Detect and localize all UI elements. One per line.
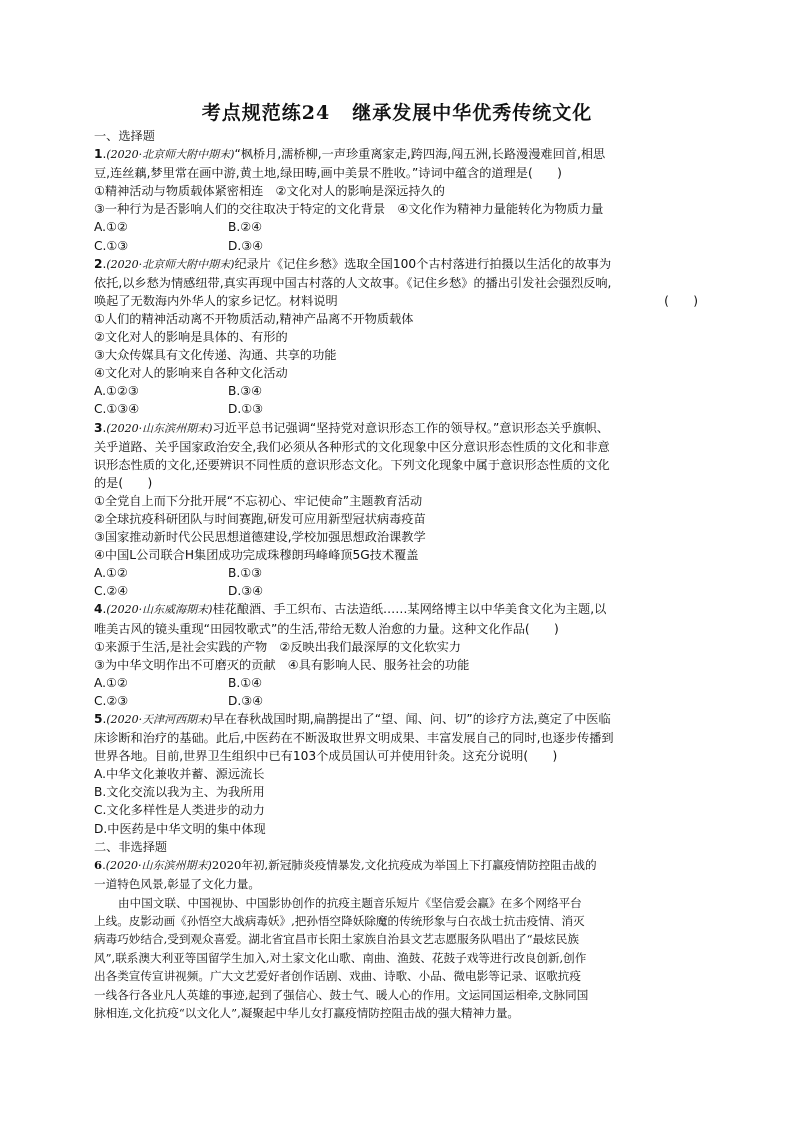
q4-option-c[interactable]: C.②③ (94, 693, 129, 708)
q4-statement-1: ①来源于生活,是社会实践的产物 ②反映出我们最深厚的文化软实力 (94, 639, 461, 654)
q6-stem-1: 2020年初,新冠肺炎疫情暴发,文化抗疫成为举国上下打赢疫情防控阻击战的 (211, 857, 597, 872)
q2-source: (2020·北京师大附中期末) (106, 257, 235, 271)
q2-answer-paren: ( ) (664, 293, 698, 308)
q2-stem-3: 唤起了无数海内外华人的家乡记忆。材料说明 (94, 293, 338, 308)
q2-stem-2: 依托,以乡愁为情感纽带,真实再现中国古村落的人文故事。《记住乡愁》的播出引发社会强烈反响, (94, 275, 612, 290)
section-choice: 一、选择题 (94, 129, 155, 143)
q4-stem-2: 唯美古风的镜头重现“田园牧歌式”的生活,带给无数人治愈的力量。这种文化作品( ) (94, 621, 559, 636)
q4-option-a[interactable]: A.①② (94, 675, 128, 690)
q3-stem-1: 习近平总书记强调“坚持党对意识形态工作的领导权。”意识形态关乎旗帜、 (212, 420, 609, 435)
q2-option-c[interactable]: C.①③④ (94, 402, 140, 417)
q1-option-a[interactable]: A.①② (94, 220, 128, 235)
q2-number: 2 (94, 256, 103, 271)
q6-material-line-6: 一线各行各业凡人英雄的事迹,起到了强信心、鼓士气、暖人心的作用。文运同国运相牵,文脉同国 (94, 987, 589, 1002)
q2-option-d[interactable]: D.①③ (228, 402, 264, 417)
q6-number: 6 (94, 857, 103, 872)
q5-option-b[interactable]: B.文化交流以我为主、为我所用 (94, 785, 265, 800)
q3-statement-3: ③国家推动新时代公民思想道德建设,学校加强思想政治课教学 (94, 530, 426, 545)
q1-option-d[interactable]: D.③④ (228, 238, 264, 253)
page-title (0, 98, 794, 125)
q1-option-c[interactable]: C.①③ (94, 238, 129, 253)
q5-option-d[interactable]: D.中医药是中华文明的集中体现 (94, 821, 266, 836)
q5-source: (2020·天津河西期末) (106, 713, 213, 726)
q3-option-a[interactable]: A.①② (94, 566, 128, 581)
q6-stem-2: 一道特色风景,彰显了文化力量。 (94, 877, 260, 892)
q3-option-d[interactable]: D.③④ (228, 584, 264, 599)
q3-statement-2: ②全球抗疫科研团队与时间赛跑,研发可应用新型冠状病毒疫苗 (94, 511, 426, 526)
question-2: 2.(2020·北京师大附中期末)纪录片《记住乡愁》选取全国100个古村落进行拍摄以生活化的故事为 依托,以乡愁为情感纽带,真实再现中国古村落的人文故事。《记住乡愁》的播出引发社会强烈反响, 唤起了无数海内外华人的家乡记忆。材料说明 ( ) ①人们的精神活动离不开物质活动,精神产品离不开物质载体 ②文化对人的影响是具体的、有形的 ③大众传媒具有文化传递、沟通、共享的功能 ④文化对人的影响来自各种文化活动 A.①②③ B.③④ C.①③④ D.①③ (94, 255, 698, 419)
q4-number: 4 (94, 602, 103, 617)
q6-material-line-5: 出各类宣传宣讲视频。广大文艺爱好者创作话剧、戏曲、诗歌、小品、微电影等记录、讴歌抗疫 (94, 969, 581, 984)
q2-statement-2: ②文化对人的影响是具体的、有形的 (94, 330, 288, 345)
q6-material-line-4: 风”,联系澳大利亚等国留学生加入,对土家文化山歌、南曲、渔鼓、花鼓子戏等进行改良创新,创作 (94, 950, 587, 965)
q1-stem-1: “枫桥月,濡桥柳,一声珍重离家走,跨四海,闯五洲,长路漫漫难回首,相思 (234, 147, 606, 162)
q1-statement-2: ③一种行为是否影响人们的交往取决于特定的文化背景 ④文化作为精神力量能转化为物质力量 (94, 202, 604, 217)
question-4: 4.(2020·山东威海期末)桂花酿酒、手工织布、古法造纸……某网络博主以中华美食文化为主题,以 唯美古风的镜头重现“田园牧歌式”的生活,带给无数人治愈的力量。这种文化作品( ) ①来源于生活,是社会实践的产物 ②反映出我们最深厚的文化软实力 ③为中华文明作出不可磨灭的贡献 ④具有影响人民、服务社会的功能 A.①② B.①④ C.②③ D.③④ (94, 600, 698, 710)
q3-number: 3 (94, 420, 103, 435)
question-6: 6.(2020·山东滨州期末)2020年初,新冠肺炎疫情暴发,文化抗疫成为举国上下打赢疫情防控阻击战的 一道特色风景,彰显了文化力量。 由中国文联、中国视协、中国影协创作的抗疫主题音乐短片《坚信爱会赢》在多个网络平台 上线。皮影动画《孙悟空大战病毒妖》,把孙悟空降妖除魔的传统形象与白衣战士抗击疫情、消灭 病毒巧妙结合,受到观众喜爱。湖北省宜昌市长阳土家族自治县文艺志愿服务队唱出了“最炫民族 风”,联系澳大利亚等国留学生加入,对土家文化山歌、南曲、渔鼓、花鼓子戏等进行改良创新,创作 出各类宣传宣讲视频。广大文艺爱好者创作话剧、戏曲、诗歌、小品、微电影等记录、讴歌抗疫 一线各行各业凡人英雄的事迹,起到了强信心、鼓士气、暖人心的作用。文运同国运相牵,文脉同国 脉相连,文化抗疫“以文化人”,凝聚起中华儿女打赢疫情防控阻击战的强大精神力量。 (94, 856, 698, 1023)
section-nonchoice: 二、非选择题 (94, 839, 168, 854)
q3-stem-2: 关乎道路、关乎国家政治安全,我们必须从各种形式的文化现象中区分意识形态性质的文化和非意 (94, 439, 610, 454)
q3-statement-4: ④中国L公司联合H集团成功完成珠穆朗玛峰峰顶5G技术覆盖 (94, 548, 419, 563)
q4-source: (2020·山东威海期末) (106, 603, 213, 617)
q6-material-line-7: 脉相连,文化抗疫“以文化人”,凝聚起中华儿女打赢疫情防控阻击战的强大精神力量。 (94, 1006, 520, 1020)
q3-option-c[interactable]: C.②④ (94, 584, 129, 599)
q5-number: 5 (94, 712, 103, 726)
q5-stem-2: 床诊断和治疗的基础。此后,中医药在不断汲取世界文明成果、丰富发展自己的同时,也逐步传播到 (94, 731, 614, 746)
q1-statement-1: ①精神活动与物质载体紧密相连 ②文化对人的影响是深远持久的 (94, 184, 445, 199)
q6-material-line-1: 由中国文联、中国视协、中国影协创作的抗疫主题音乐短片《坚信爱会赢》在多个网络平台 (118, 895, 582, 910)
question-1: 1.(2020·北京师大附中期末)“枫桥月,濡桥柳,一声珍重离家走,跨四海,闯五洲,长路漫漫难回首,相思 豆,连丝藕,梦里常在画中游,黄土地,绿田畴,画中美景不胜收。”诗词中蕴含的道理是( ) ①精神活动与物质载体紧密相连 ②文化对人的影响是深远持久的 ③一种行为是否影响人们的交往取决于特定的文化背景 ④文化作为精神力量能转化为物质力量 A.①② B.②④ C.①③ D.③④ (94, 145, 698, 255)
q5-option-a[interactable]: A.中华文化兼收并蓄、源远流长 (94, 767, 265, 782)
q5-option-c[interactable]: C.文化多样性是人类进步的动力 (94, 803, 265, 818)
q1-stem-2: 豆,连丝藕,梦里常在画中游,黄土地,绿田畴,画中美景不胜收。”诗词中蕴含的道理是( ) (94, 166, 562, 181)
q2-statement-1: ①人们的精神活动离不开物质活动,精神产品离不开物质载体 (94, 311, 414, 326)
q6-material-line-2: 上线。皮影动画《孙悟空大战病毒妖》,把孙悟空降妖除魔的传统形象与白衣战士抗击疫情、消灭 (94, 913, 585, 928)
q3-source: (2020·山东滨州期末) (106, 421, 213, 435)
q6-material-line-3: 病毒巧妙结合,受到观众喜爱。湖北省宜昌市长阳土家族自治县文艺志愿服务队唱出了“最炫民族 (94, 932, 579, 947)
q1-source: (2020·北京师大附中期末) (106, 148, 235, 162)
q1-option-b[interactable]: B.②④ (228, 220, 263, 235)
q4-stem-1: 桂花酿酒、手工织布、古法造纸……某网络博主以中华美食文化为主题,以 (212, 602, 607, 617)
q4-statement-2: ③为中华文明作出不可磨灭的贡献 ④具有影响人民、服务社会的功能 (94, 657, 470, 672)
q4-option-b[interactable]: B.①④ (228, 675, 263, 690)
q3-stem-4: 的是( ) (94, 475, 153, 490)
q4-option-d[interactable]: D.③④ (228, 693, 264, 708)
q3-statement-1: ①全党自上而下分批开展“不忘初心、牢记使命”主题教育活动 (94, 493, 423, 508)
q5-stem-1: 早在春秋战国时期,扁鹊提出了“望、闻、问、切”的诊疗方法,奠定了中医临 (212, 712, 611, 726)
title-sub: 继承发展中华优秀传统文化 (352, 102, 593, 124)
title-main: 考点规范练24 (201, 102, 331, 124)
q3-stem-3: 识形态性质的文化,还要辨识不同性质的意识形态文化。下列文化现象中属于意识形态性质的文化 (94, 457, 610, 472)
q3-option-b[interactable]: B.①③ (228, 566, 263, 581)
q6-source: (2020·山东滨州期末) (105, 858, 212, 872)
q2-stem-1: 纪录片《记住乡愁》选取全国100个古村落进行拍摄以生活化的故事为 (234, 256, 612, 271)
q2-statement-4: ④文化对人的影响来自各种文化活动 (94, 366, 288, 381)
question-5: 5.(2020·天津河西期末)早在春秋战国时期,扁鹊提出了“望、闻、问、切”的诊疗方法,奠定了中医临 床诊断和治疗的基础。此后,中医药在不断汲取世界文明成果、丰富发展自己的同时,也逐步传播到 世界各地。目前,世界卫生组织中已有103个成员国认可并使用针灸。这充分说明( ) A.中华文化兼收并蓄、源远流长 B.文化交流以我为主、为我所用 C.文化多样性是人类进步的动力 D.中医药是中华文明的集中体现 (94, 710, 698, 838)
q2-option-b[interactable]: B.③④ (228, 384, 263, 399)
q2-option-a[interactable]: A.①②③ (94, 384, 139, 399)
q2-statement-3: ③大众传媒具有文化传递、沟通、共享的功能 (94, 348, 337, 363)
q5-stem-3: 世界各地。目前,世界卫生组织中已有103个成员国认可并使用针灸。这充分说明( ) (94, 749, 558, 764)
content (94, 127, 698, 1022)
question-3: 3.(2020·山东滨州期末)习近平总书记强调“坚持党对意识形态工作的领导权。”意识形态关乎旗帜、 关乎道路、关乎国家政治安全,我们必须从各种形式的文化现象中区分意识形态性质的文化和非意 识形态性质的文化,还要辨识不同性质的意识形态文化。下列文化现象中属于意识形态性质的文化 的是( ) ①全党自上而下分批开展“不忘初心、牢记使命”主题教育活动 ②全球抗疫科研团队与时间赛跑,研发可应用新型冠状病毒疫苗 ③国家推动新时代公民思想道德建设,学校加强思想政治课教学 ④中国L公司联合H集团成功完成珠穆朗玛峰峰顶5G技术覆盖 A.①② B.①③ C.②④ D.③④ (94, 419, 698, 601)
q1-number: 1 (94, 147, 103, 162)
